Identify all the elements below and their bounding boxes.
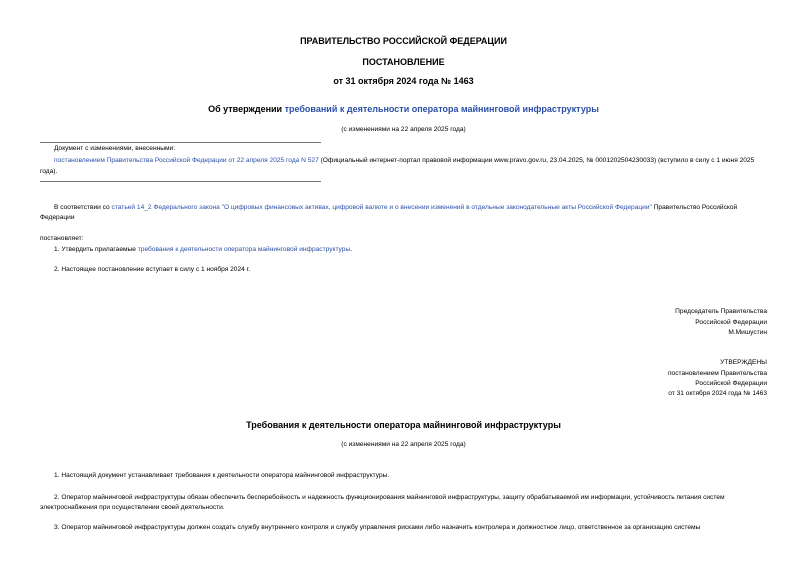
preamble <box>40 203 770 223</box>
document-title <box>0 104 807 114</box>
changes-text <box>40 155 770 177</box>
decree-word: постановляет: <box>40 235 84 242</box>
government-heading: ПРАВИТЕЛЬСТВО РОССИЙСКОЙ ФЕДЕРАЦИИ <box>300 36 507 46</box>
requirements-title: Требования к деятельности оператора майнинговой инфраструктуры <box>246 420 561 430</box>
preamble-end: Правительство Российской Федерации <box>40 204 738 221</box>
preamble-start: В соответствии со <box>54 204 112 211</box>
document-date: от 31 октября 2024 года № 1463 <box>333 76 474 86</box>
document-type: ПОСТАНОВЛЕНИЕ <box>362 57 445 67</box>
approved-line-2: постановлением Правительства <box>667 370 767 377</box>
requirements-amendment-note: (с изменениями на 22 апреля 2025 года) <box>341 441 466 448</box>
signature-line-2: Российской Федерации <box>695 319 767 326</box>
changes-rest: (Официальный интернет-портал правовой информации www.pravo.gov.ru, 23.04.2025, № 0001202504230033) (вступило в силу с 1 июня 2025 года). <box>40 157 755 175</box>
changes-link[interactable]: постановлением Правительства Российской Федерации от 22 апреля 2025 года N 527 <box>54 157 319 164</box>
approved-line-3: Российской Федерации <box>695 380 767 387</box>
changes-lead: Документ с изменениями, внесенными: <box>54 145 176 152</box>
decree-item-1-end: . <box>350 246 353 253</box>
title-link[interactable]: требований к деятельности оператора майнинговой инфраструктуры <box>284 104 599 114</box>
requirements-item-2: 2. Оператор майнинговой инфраструктуры обязан обеспечить бесперебойность и надежность функционирования майнинговой инфраструктуры, защиту обрабатываемой им информации, устойчивость питания систем электроснабжения при осуществлении своей деятельности. <box>40 494 725 511</box>
title-prefix: Об утверждении <box>208 104 285 114</box>
decree-item-2: 2. Настоящее постановление вступает в силу с 1 ноября 2024 г. <box>54 266 251 273</box>
requirements-link[interactable]: требования к деятельности оператора майнинговой инфраструктуры <box>137 246 351 253</box>
requirements-item-1: 1. Настоящий документ устанавливает требования к деятельности оператора майнинговой инфраструктуры. <box>54 472 390 479</box>
changes-top-rule <box>40 142 321 143</box>
changes-bottom-rule <box>40 181 321 182</box>
decree-item-1 <box>54 246 352 253</box>
approved-line-4: от 31 октября 2024 года № 1463 <box>668 390 767 397</box>
preamble-law-link[interactable]: статьей 14_2 Федерального закона "О цифровых финансовых активах, цифровой валюте и о внесении изменений в отдельные законодательные акты Российской Федерации" <box>111 204 652 211</box>
requirements-item-3: 3. Оператор майнинговой инфраструктуры должен создать службу внутреннего контроля и службу управления рисками либо назначить контролера и должностное лицо, ответственное за организацию системы <box>54 524 701 531</box>
approved-line-1: УТВЕРЖДЕНЫ <box>720 359 767 366</box>
signature-name: М.Мишустин <box>728 329 767 336</box>
decree-item-1-start: 1. Утвердить прилагаемые <box>54 246 138 253</box>
amendment-note: (с изменениями на 22 апреля 2025 года) <box>341 126 466 133</box>
signature-line-1: Председатель Правительства <box>675 308 767 315</box>
